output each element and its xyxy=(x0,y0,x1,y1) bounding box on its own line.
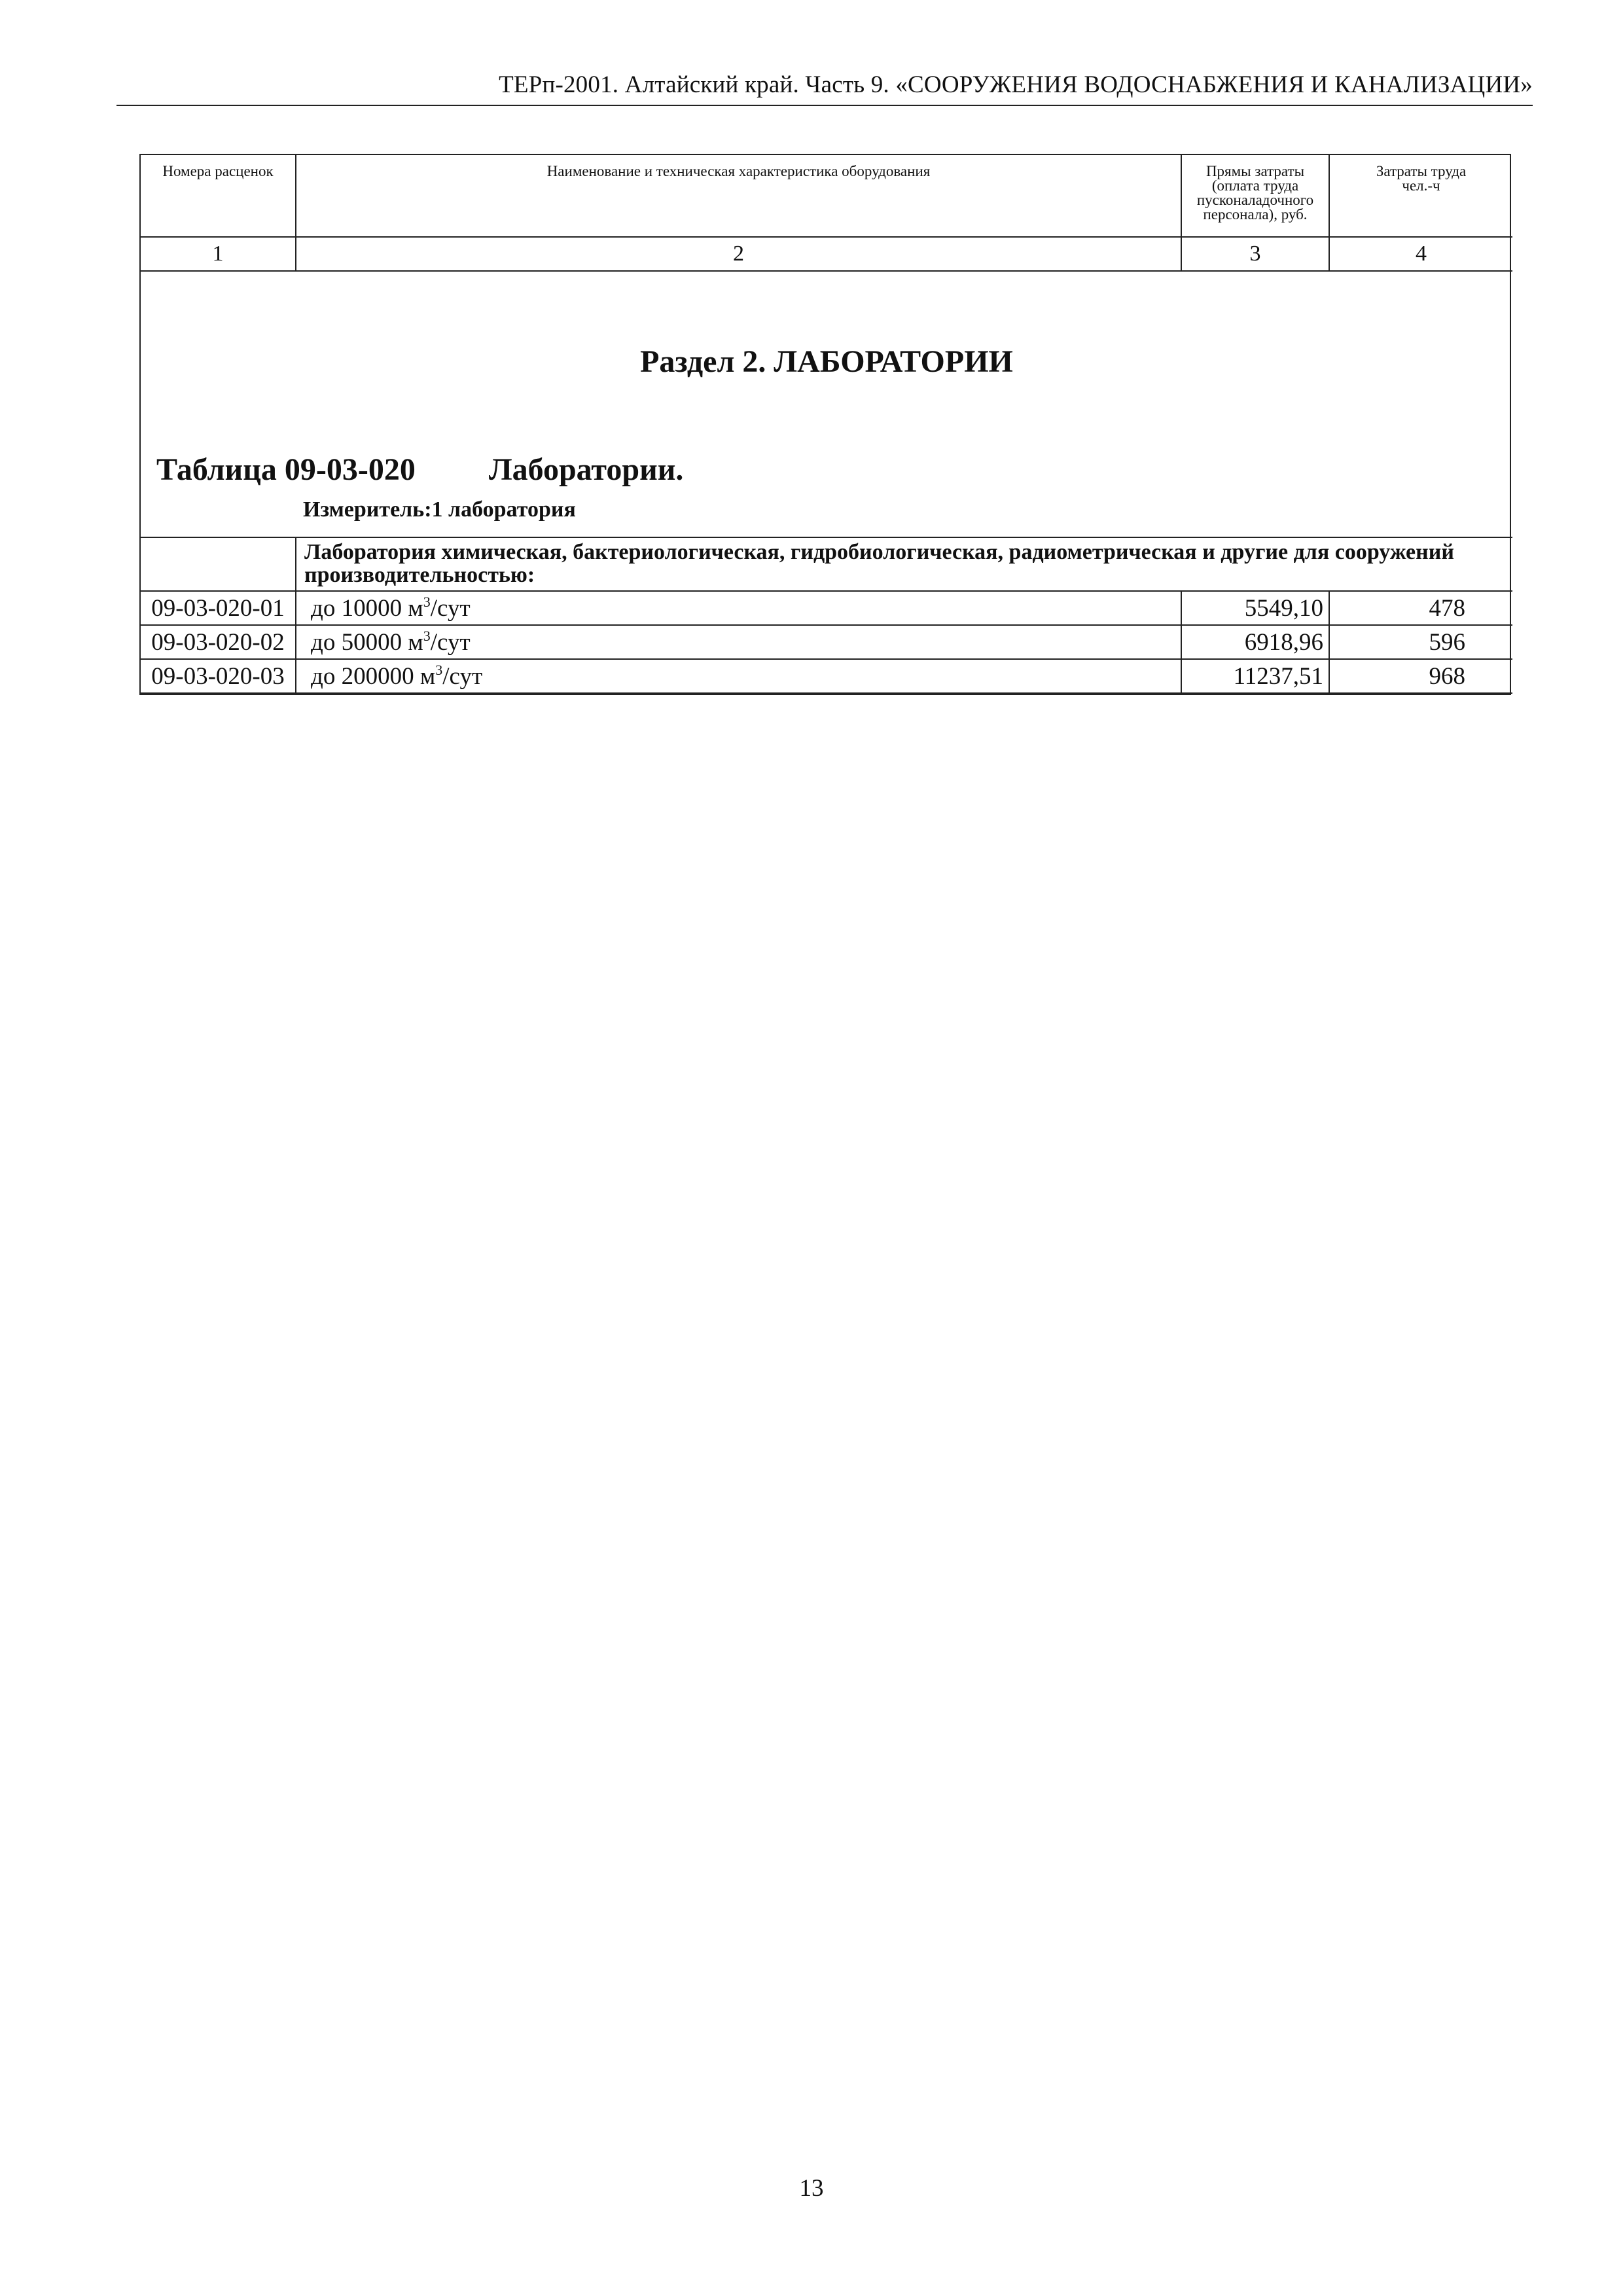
rate-name-prefix: до 50000 м xyxy=(311,628,423,656)
head-col-direct-costs-line: пусконаладочного xyxy=(1196,192,1314,208)
section-title: Раздел 2. ЛАБОРАТОРИИ xyxy=(640,344,1013,379)
table-row xyxy=(141,591,1512,625)
rate-name-suffix: /сут xyxy=(430,594,471,622)
running-header: ТЕРп-2001. Алтайский край. Часть 9. «СООРУЖЕНИЯ ВОДОСНАБЖЕНИЯ И КАНАЛИЗАЦИИ» xyxy=(499,71,1533,98)
rate-name-prefix: до 10000 м xyxy=(311,594,423,622)
rate-price: 6918,96 xyxy=(1181,625,1329,659)
description-text: Лаборатория химическая, бактериологическая, гидробиологическая, радиометрическая и другие для сооружений производительностью: xyxy=(296,537,1512,591)
rate-code: 09-03-020-02 xyxy=(141,625,296,659)
table-row xyxy=(141,659,1512,693)
section-cell xyxy=(141,271,1512,537)
table-head-row xyxy=(141,155,1512,237)
rate-labor: 596 xyxy=(1329,625,1512,659)
rate-code: 09-03-020-03 xyxy=(141,659,296,693)
rate-name-suffix: /сут xyxy=(442,662,483,690)
column-number: 3 xyxy=(1181,237,1329,271)
head-col-name: Наименование и техническая характеристика оборудования xyxy=(296,155,1181,237)
rate-name-sup: 3 xyxy=(423,593,431,610)
head-col-labor-line: Затраты труда xyxy=(1376,163,1467,179)
head-col-direct-costs-line: (оплата труда xyxy=(1211,177,1299,194)
description-code-cell xyxy=(141,537,296,591)
description-row xyxy=(141,537,1512,591)
page-number: 13 xyxy=(799,2175,824,2202)
table-code: Таблица 09-03-020 xyxy=(156,452,416,487)
column-number: 4 xyxy=(1329,237,1512,271)
rate-price: 11237,51 xyxy=(1181,659,1329,693)
column-number: 1 xyxy=(141,237,296,271)
column-numbers-row xyxy=(141,237,1512,271)
head-col-labor xyxy=(1329,155,1512,237)
rate-name-suffix: /сут xyxy=(430,628,471,656)
table-row xyxy=(141,625,1512,659)
rate-price: 5549,10 xyxy=(1181,591,1329,625)
column-number: 2 xyxy=(296,237,1181,271)
head-col-labor-line: чел.-ч xyxy=(1402,177,1440,194)
price-table xyxy=(139,154,1511,695)
rate-name xyxy=(296,591,1181,625)
measure-unit: Измеритель:1 лаборатория xyxy=(303,497,576,522)
header-rule xyxy=(116,105,1533,106)
table-name: Лаборатории. xyxy=(488,452,684,487)
rate-labor: 478 xyxy=(1329,591,1512,625)
rate-name-sup: 3 xyxy=(423,627,431,644)
rate-code: 09-03-020-01 xyxy=(141,591,296,625)
rate-name-prefix: до 200000 м xyxy=(311,662,436,690)
rate-name xyxy=(296,625,1181,659)
section-block xyxy=(141,272,1512,537)
head-col-direct-costs xyxy=(1181,155,1329,237)
head-col-codes: Номера расценок xyxy=(141,155,296,237)
rate-name-sup: 3 xyxy=(435,661,443,678)
rate-labor: 968 xyxy=(1329,659,1512,693)
table-caption xyxy=(156,452,683,488)
section-row xyxy=(141,271,1512,537)
rate-name xyxy=(296,659,1181,693)
head-col-direct-costs-line: Прямы затраты xyxy=(1205,163,1305,179)
head-col-direct-costs-line: персонала), руб. xyxy=(1203,206,1308,223)
